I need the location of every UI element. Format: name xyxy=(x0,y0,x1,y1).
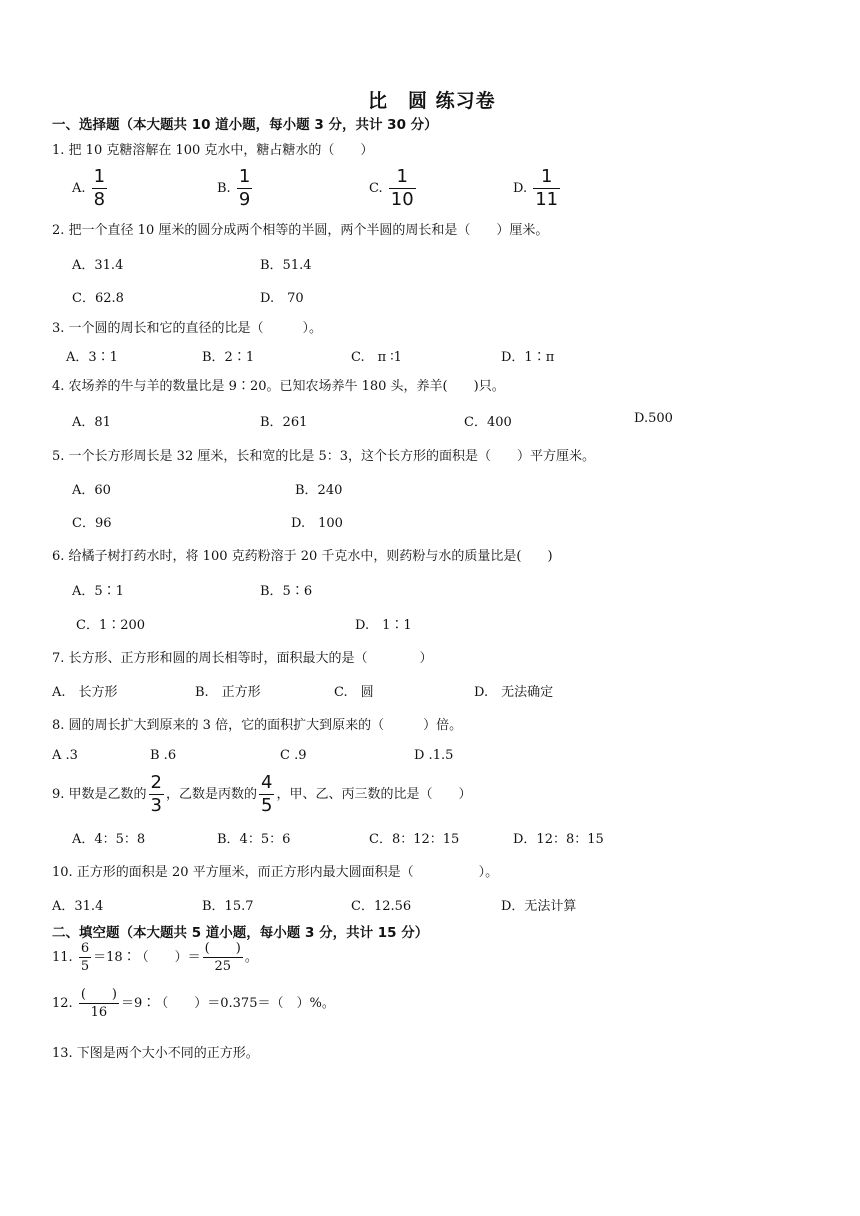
question-1: 1. 把 10 克糖溶解在 100 克水中，糖占糖水的（ ） xyxy=(52,143,374,158)
section-heading-fill: 二、填空题（本大题共 5 道小题，每小题 3 分，共计 15 分） xyxy=(52,925,429,941)
q2-option-c: C．62.8 xyxy=(72,291,124,306)
q6-option-a: A．5∶1 xyxy=(72,584,124,599)
q3-option-a: A．3∶1 xyxy=(66,350,118,365)
q6-option-b: B．5∶6 xyxy=(260,584,313,599)
question-7: 7. 长方形、正方形和圆的周长相等时，面积最大的是（ ） xyxy=(52,651,433,666)
q1-option-d xyxy=(513,168,562,209)
fraction: $\frac{( )}{16}$ xyxy=(80,987,117,1020)
option-label: D. xyxy=(513,181,528,196)
q9-option-a: A．4：5：8 xyxy=(72,832,146,847)
fraction: $\frac{1}{10}$ xyxy=(390,166,414,210)
fraction: $\frac{4}{5}$ xyxy=(261,772,273,816)
question-8: 8. 圆的周长扩大到原来的 3 倍，它的面积扩大到原来的（ ）倍。 xyxy=(52,718,463,733)
q1-option-b xyxy=(217,168,254,209)
q5-option-c: C．96 xyxy=(72,516,112,531)
q2-option-b: B．51.4 xyxy=(260,258,312,273)
q6-option-d: D. 1∶1 xyxy=(355,618,412,633)
section-heading-choice: 一、选择题（本大题共 10 道小题，每小题 3 分，共计 30 分） xyxy=(52,117,438,133)
option-label: B. xyxy=(217,181,231,196)
q4-option-a: A．81 xyxy=(72,415,111,430)
q7-option-a: A. 长方形 xyxy=(52,685,118,700)
question-4: 4. 农场养的牛与羊的数量比是 9∶20。已知农场养牛 180 头，养羊( )只。 xyxy=(52,379,505,394)
q9-option-c: C．8：12：15 xyxy=(369,832,460,847)
q10-option-c: C．12.56 xyxy=(351,899,412,914)
page-title: 比 圆 练习卷 xyxy=(368,90,496,112)
q10-option-a: A．31.4 xyxy=(52,899,104,914)
option-label: C. xyxy=(369,181,383,196)
question-2: 2. 把一个直径 10 厘米的圆分成两个相等的半圆，两个半圆的周长和是（ ）厘米。 xyxy=(52,223,549,238)
question-13: 13. 下图是两个大小不同的正方形。 xyxy=(52,1046,259,1061)
q2-option-a: A．31.4 xyxy=(72,258,124,273)
q1-option-a xyxy=(72,168,109,209)
q10-option-b: B．15.7 xyxy=(202,899,254,914)
option-label: A. xyxy=(72,181,86,196)
q10-option-d: D．无法计算 xyxy=(501,899,577,914)
fraction: $\frac{( )}{25}$ xyxy=(204,941,241,974)
q8-option-d: D .1.5 xyxy=(414,748,454,763)
q5-option-b: B．240 xyxy=(295,483,343,498)
fraction: $\frac{1}{9}$ xyxy=(238,166,251,210)
q2-option-d: D. 70 xyxy=(260,291,304,306)
q4-option-c: C．400 xyxy=(464,415,512,430)
q7-option-b: B. 正方形 xyxy=(195,685,261,700)
q9-option-b: B．4：5：6 xyxy=(217,832,291,847)
q3-option-b: B．2∶1 xyxy=(202,350,255,365)
question-6: 6. 给橘子树打药水时，将 100 克药粉溶于 20 千克水中，则药粉与水的质量比是( ) xyxy=(52,549,553,564)
question-12: 12. $\frac{( )}{16}$ ＝9∶（ ）＝0.375＝（ ）%。 xyxy=(52,987,335,1020)
q5-option-a: A．60 xyxy=(72,483,111,498)
q3-option-d: D．1∶π xyxy=(501,350,555,365)
q8-option-a: A .3 xyxy=(52,748,78,763)
question-5: 5. 一个长方形周长是 32 厘米，长和宽的比是 5：3，这个长方形的面积是（ ）平方厘米。 xyxy=(52,449,596,464)
q5-option-d: D. 100 xyxy=(291,516,343,531)
question-11: 11. $\frac{6}{5}$ ＝18∶（ ）＝ $\frac{( )}{25}$ 。 xyxy=(52,941,258,974)
q7-option-c: C. 圆 xyxy=(334,685,374,700)
q1-option-c xyxy=(369,168,418,209)
fraction: $\frac{2}{3}$ xyxy=(150,772,162,816)
fraction: $\frac{6}{5}$ xyxy=(80,941,90,974)
fraction: $\frac{1}{8}$ xyxy=(93,166,106,210)
question-10: 10. 正方形的面积是 20 平方厘米，而正方形内最大圆面积是（ ）。 xyxy=(52,865,499,880)
question-9: 9. 甲数是乙数的 $\frac{2}{3}$ ，乙数是丙数的 $\frac{4}{5}$ ，甲、乙、丙三数的比是（ ） xyxy=(52,772,472,816)
q9-option-d: D．12：8：15 xyxy=(513,832,604,847)
q3-option-c: C. π ∶1 xyxy=(351,350,402,365)
q8-option-b: B .6 xyxy=(150,748,177,763)
fraction: $\frac{1}{11}$ xyxy=(535,166,559,210)
q6-option-c: C．1∶200 xyxy=(76,618,146,633)
q4-option-b: B．261 xyxy=(260,415,308,430)
q4-option-d: D.500 xyxy=(634,411,673,426)
q8-option-c: C .9 xyxy=(280,748,307,763)
q7-option-d: D. 无法确定 xyxy=(474,685,554,700)
question-3: 3. 一个圆的周长和它的直径的比是（ ）。 xyxy=(52,321,323,336)
